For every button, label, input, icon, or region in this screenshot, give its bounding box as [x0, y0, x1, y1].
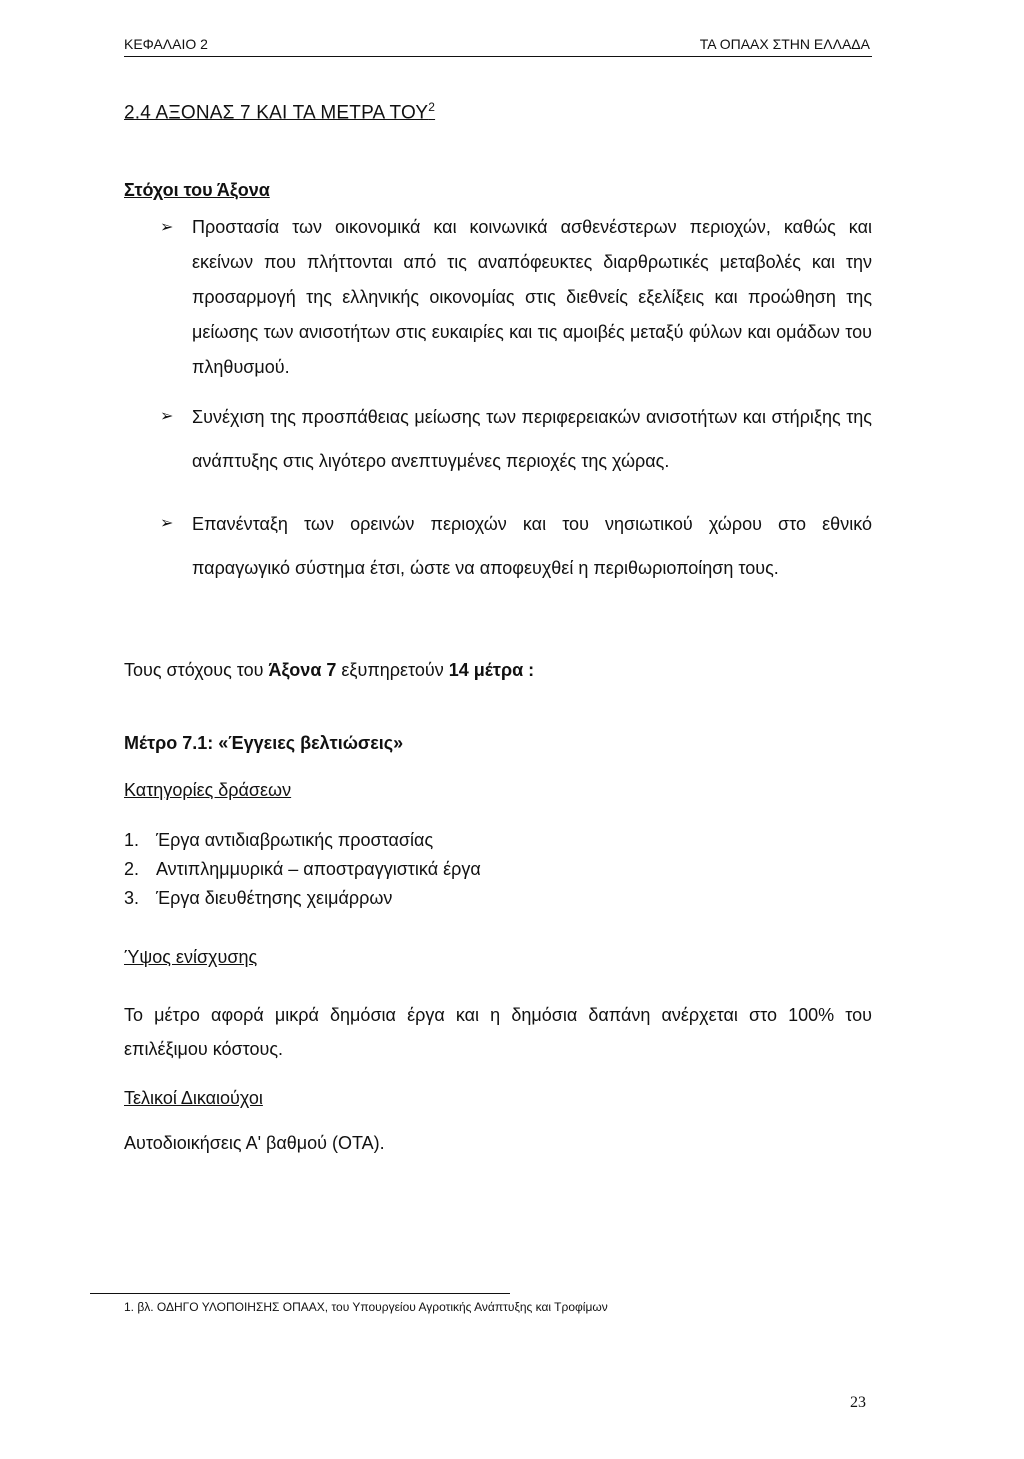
action-item — [124, 884, 481, 913]
goals-list-2 — [124, 395, 872, 483]
goal-item-text: Προστασία των οικονομικά και κοινωνικά ασθενέστερων περιοχών, καθώς και εκείνων που πλήττονται από τις αναπόφευκτες διαρθρωτικές μεταβολές και την προσαρμογή της ελληνικής οικονομίας στις διεθνείς εξελίξεις και προώθηση της μείωσης των ανισοτήτων στις ευκαιρίες και τις αμοιβές μεταξύ φύλων και ομάδων του πληθυσμού. — [192, 217, 872, 377]
action-item — [124, 826, 481, 855]
action-text: Έργα αντιδιαβρωτικής προστασίας — [156, 830, 434, 850]
page-number: 23 — [850, 1394, 866, 1411]
measures-intro-suffix: : — [523, 660, 535, 680]
page-header — [124, 34, 872, 57]
support-text: Το μέτρο αφορά μικρά δημόσια έργα και η δημόσια δαπάνη ανέρχεται στο 100% του επιλέξιμου κόστους. — [124, 1005, 872, 1059]
arrow-bullet-icon: ➢ — [160, 515, 174, 532]
measures-intro-prefix: Τους στόχους του — [124, 660, 269, 680]
goal-item — [124, 395, 872, 483]
goal-item-text: Συνέχιση της προσπάθειας μείωσης των περιφερειακών ανισοτήτων και στήριξης της ανάπτυξης στις λιγότερο ανεπτυγμένες περιοχές της χώρας. — [192, 407, 872, 471]
measures-intro-axis: Άξονα 7 — [268, 660, 337, 680]
footnote-divider — [90, 1293, 510, 1294]
beneficiaries-heading: Τελικοί Δικαιούχοι — [124, 1088, 263, 1108]
action-text: Αντιπλημμυρικά – αποστραγγιστικά έργα — [156, 859, 481, 879]
footnote-reference: 2 — [428, 100, 436, 114]
footnote: 1. βλ. ΟΔΗΓΟ ΥΛΟΠΟΙΗΣΗΣ ΟΠΑΑΧ, του Υπουργείου Αγροτικής Ανάπτυξης και Τροφίμων — [124, 1300, 608, 1314]
arrow-bullet-icon: ➢ — [160, 219, 174, 236]
action-text: Έργα διευθέτησης χειμάρρων — [156, 888, 393, 908]
goal-item — [124, 210, 872, 385]
actions-list — [124, 826, 481, 913]
measure-title: Μέτρο 7.1: «Έγγειες βελτιώσεις» — [124, 733, 404, 753]
measures-intro-middle: εξυπηρετούν — [336, 660, 449, 680]
action-number: 3. — [124, 888, 140, 908]
action-number: 2. — [124, 859, 140, 879]
goals-heading: Στόχοι του Άξονα — [124, 180, 270, 200]
beneficiaries-text: Αυτοδιοικήσεις Α' βαθμού (ΟΤΑ). — [124, 1133, 385, 1153]
goals-list-3 — [124, 502, 872, 590]
chapter-label: ΚΕΦΑΛΑΙΟ 2 — [124, 36, 208, 52]
arrow-bullet-icon: ➢ — [160, 408, 174, 425]
measures-intro-count: 14 μέτρα — [448, 660, 524, 680]
support-heading: Ύψος ενίσχυσης — [124, 947, 258, 967]
section-title-text: 2.4 ΑΞΟΝΑΣ 7 ΚΑΙ ΤΑ ΜΕΤΡΑ ΤΟΥ — [124, 102, 429, 124]
section-title — [124, 100, 435, 124]
actions-heading: Κατηγορίες δράσεων — [124, 780, 292, 800]
measures-intro — [124, 660, 872, 681]
goal-item-text: Επανένταξη των ορεινών περιοχών και του νησιωτικού χώρου στο εθνικό παραγωγικό σύστημα έτσι, ώστε να αποφευχθεί η περιθωριοποίηση τους. — [192, 514, 872, 578]
action-number: 1. — [124, 830, 140, 850]
goal-item — [124, 502, 872, 590]
action-item — [124, 855, 481, 884]
goals-list-1 — [124, 210, 872, 385]
running-title: ΤΑ ΟΠΑΑΧ ΣΤΗΝ ΕΛΛΑΔΑ — [699, 36, 870, 52]
